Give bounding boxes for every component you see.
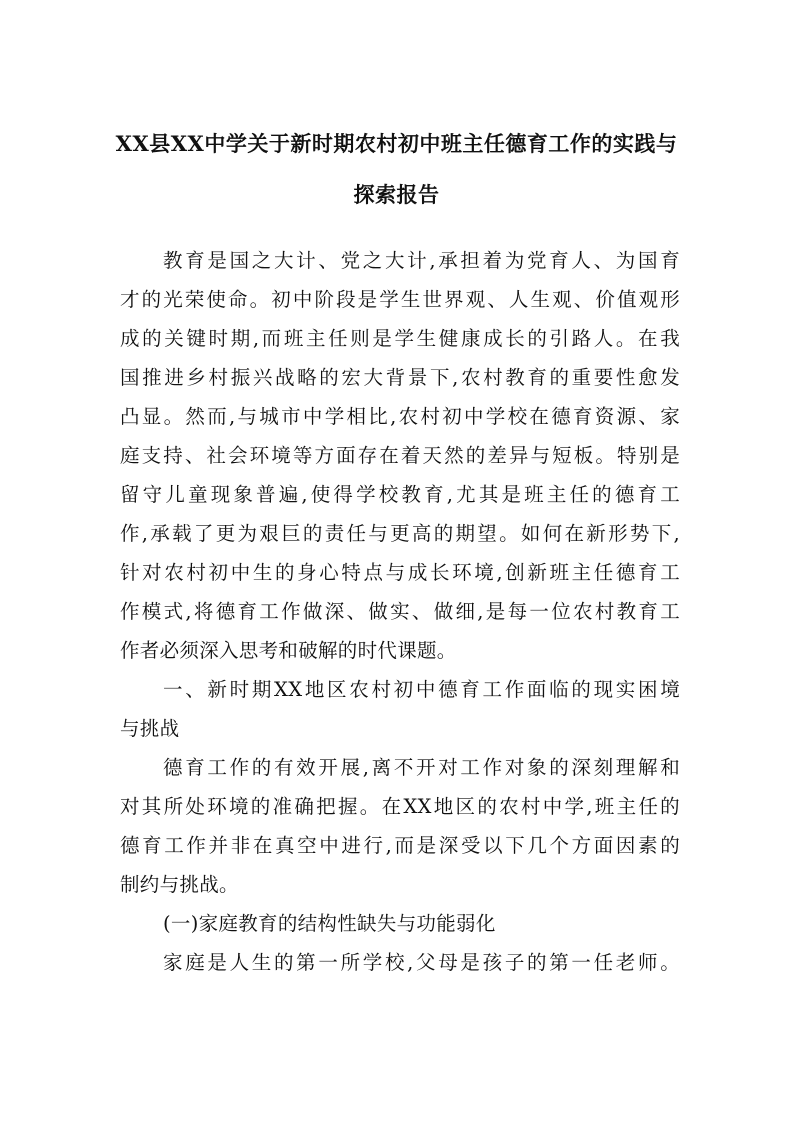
paragraph-line: 留守儿童现象普遍,使得学校教育,尤其是班主任的德育工	[120, 483, 680, 506]
document-title-line-1: XX县XX中学关于新时期农村初中班主任德育工作的实践与	[115, 131, 678, 156]
paragraph-line: 凸显。然而,与城市中学相比,农村初中学校在德育资源、家	[120, 405, 680, 428]
paragraph-line: 作,承载了更为艰巨的责任与更高的期望。如何在新形势下,	[120, 522, 680, 545]
subsection-heading: (一)家庭教育的结构性缺失与功能弱化	[163, 912, 496, 935]
paragraph-line: 针对农村初中生的身心特点与成长环境,创新班主任德育工	[120, 561, 680, 584]
section-heading-line: 与挑战	[120, 717, 180, 740]
paragraph-line: 才的光荣使命。初中阶段是学生世界观、人生观、价值观形	[120, 288, 680, 311]
paragraph-line: 作模式,将德育工作做深、做实、做细,是每一位农村教育工	[120, 600, 680, 623]
paragraph-line: 制约与挑战。	[120, 873, 239, 896]
document-title-line-2: 探索报告	[353, 182, 440, 207]
paragraph-line: 对其所处环境的准确把握。在XX地区的农村中学,班主任的	[120, 795, 680, 818]
paragraph-line: 德育工作的有效开展,离不开对工作对象的深刻理解和	[163, 756, 680, 779]
section-heading-line: 一、新时期XX地区农村初中德育工作面临的现实困境	[163, 678, 680, 701]
paragraph-line: 德育工作并非在真空中进行,而是深受以下几个方面因素的	[120, 834, 680, 857]
paragraph-line: 成的关键时期,而班主任则是学生健康成长的引路人。在我	[120, 327, 680, 350]
paragraph-line: 教育是国之大计、党之大计,承担着为党育人、为国育	[163, 249, 680, 272]
paragraph-line: 作者必须深入思考和破解的时代课题。	[120, 639, 457, 662]
paragraph-line: 家庭是人生的第一所学校,父母是孩子的第一任老师。	[163, 951, 680, 974]
paragraph-line: 庭支持、社会环境等方面存在着天然的差异与短板。特别是	[120, 444, 680, 467]
paragraph-line: 国推进乡村振兴战略的宏大背景下,农村教育的重要性愈发	[120, 366, 680, 389]
